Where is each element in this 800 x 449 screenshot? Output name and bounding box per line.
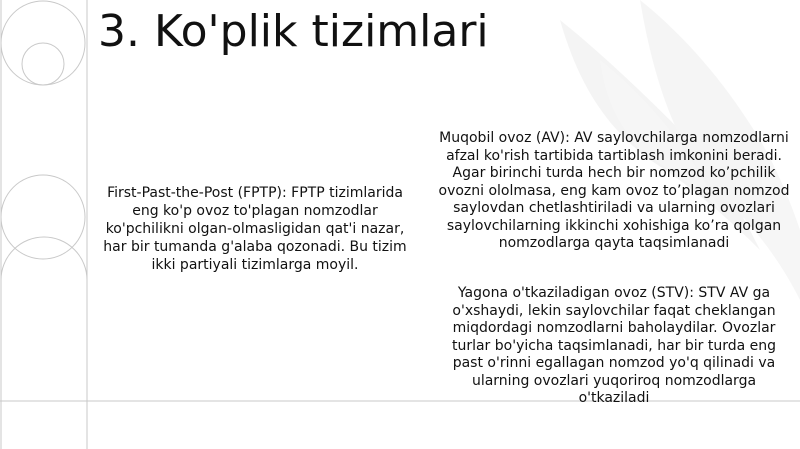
slide-title: 3. Ko'plik tizimlari [98, 6, 489, 57]
fptp-paragraph: First-Past-the-Post (FPTP): FPTP tizimlarida eng ko'p ovoz to'plagan nomzodlar ko'pchilikni olgan-olmasligidan qat'i nazar, har bir tumanda g'alaba qozonadi. Bu tizim ikki partiyali tizimlarga moyil. [103, 185, 407, 273]
decor-circle-middle [1, 175, 85, 259]
stv-paragraph: Yagona o'tkaziladigan ovoz (STV): STV AV ga o'xshaydi, lekin saylovchilar faqat cheklangan miqdordagi nomzodlarni baholaydilar. Ovozlar turlar bo'yicha taqsimlanadi, har bir turda eng past o'rinni egallagan nomzod yo'q qilinadi va ularning ovozlari yuqoriroq nomzodlarga o'tkaziladi [451, 285, 777, 406]
decor-circle-top-small [22, 43, 64, 85]
av-paragraph: Muqobil ovoz (AV): AV saylovchilarga nomzodlarni afzal ko'rish tartibida tartiblash imkonini beradi. Agar birinchi turda hech bir nomzod ko’pchilik ovozni ololmasa, eng kam ovoz to’plagan nomzod saylovdan chetlashtiriladi va ularning ovozlari saylovchilarning ikkinchi xohishiga ko’ra qolgan nomzodlarga qayta taqsimlanadi [438, 130, 790, 251]
decor-arch-lower [1, 237, 87, 401]
